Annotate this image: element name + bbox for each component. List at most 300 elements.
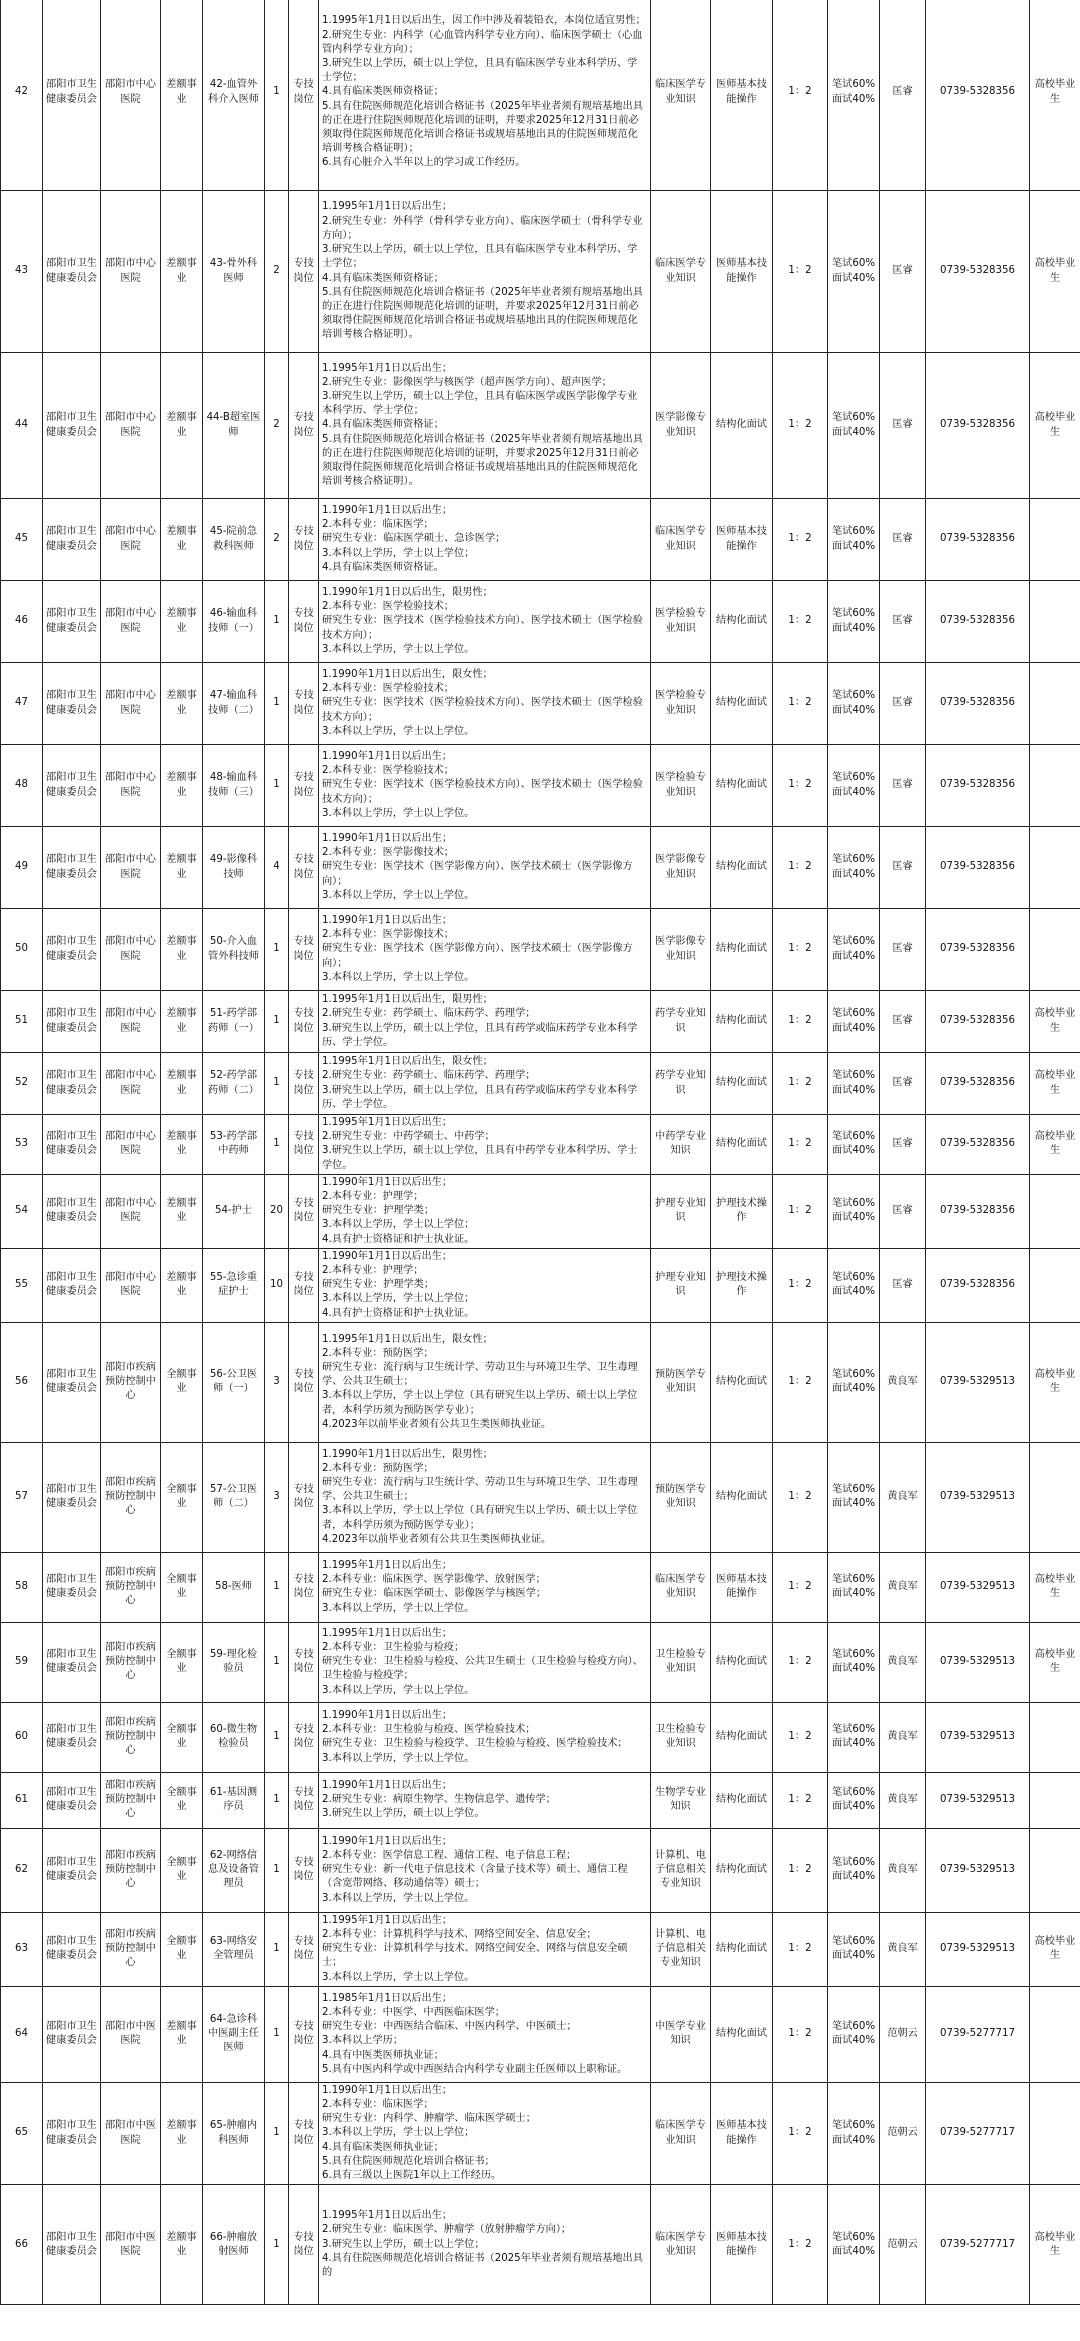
row-number-cell: 63 [1,1912,43,1986]
requirement-line: 1.1995年1月1日以后出生，限女性； [322,1056,493,1068]
headcount-cell: 1 [265,1912,289,1986]
requirement-line: 4.具有临床类医师资格证； [322,86,444,98]
table-row [1,1115,1080,1175]
score-weight-cell: 笔试60%面试40% [828,499,880,581]
ratio-cell: 1：2 [773,1552,828,1622]
requirement-line: 研究生专业：医学技术（医学影像方向）、医学技术硕士（医学影像方向）； [322,861,633,887]
requirement-line: 3.研究生以上学历，硕士以上学位，且具有中药学专业本科学历、学士学位。 [322,1145,638,1171]
requirement-line: 2.本科专业：中医学、中西医临床医学； [322,2006,505,2018]
phone-cell: 0739-5329513 [926,1828,1030,1912]
note-cell: 高校毕业生 [1030,1622,1080,1702]
interview-type-cell: 结构化面试 [711,581,773,663]
headcount-cell: 1 [265,1053,289,1115]
written-exam-cell: 卫生检验专业知识 [651,1622,711,1702]
table-row [1,827,1080,909]
requirement-line: 6.具有心脏介入半年以上的学习或工作经历。 [322,157,526,169]
written-exam-cell: 药学专业知识 [651,991,711,1053]
requirement-line: 研究生专业：卫生检验与检疫学、卫生检验与检疫、医学检验技术； [322,1738,628,1750]
phone-cell: 0739-5328356 [926,909,1030,991]
ratio-cell: 1：2 [773,353,828,499]
ratio-cell: 1：2 [773,499,828,581]
unit-nature-cell: 差额事业 [161,991,203,1053]
requirement-line: 1.1990年1月1日以后出生，限女性； [322,668,493,680]
table-row [1,0,1080,191]
table-row [1,1702,1080,1772]
headcount-cell: 1 [265,663,289,745]
table-row [1,663,1080,745]
interview-type-cell: 护理技术操作 [711,1248,773,1322]
post-name-cell: 45-院前急救科医师 [203,499,265,581]
ratio-cell: 1：2 [773,1828,828,1912]
interview-type-cell: 结构化面试 [711,1828,773,1912]
contact-person-cell: 匡睿 [880,663,926,745]
written-exam-cell: 中药学专业知识 [651,1115,711,1175]
requirement-line: 研究生专业：护理学类； [322,1205,435,1217]
post-type-cell: 专技岗位 [289,991,319,1053]
table-row [1,909,1080,991]
requirement-line: 1.1990年1月1日以后出生； [322,750,453,762]
requirement-line: 3.本科以上学历，学士以上学位。 [322,889,475,901]
interview-type-cell: 医师基本技能操作 [711,1552,773,1622]
unit-nature-cell: 全额事业 [161,1702,203,1772]
headcount-cell: 2 [265,353,289,499]
headcount-cell: 4 [265,827,289,909]
table-body [1,0,1080,2305]
post-type-cell: 专技岗位 [289,1912,319,1986]
requirements-cell [319,1622,651,1702]
note-cell: 高校毕业生 [1030,1115,1080,1175]
requirements-cell [319,1442,651,1552]
contact-person-cell: 匡睿 [880,0,926,191]
interview-type-cell: 结构化面试 [711,1322,773,1442]
note-cell [1030,745,1080,827]
ratio-cell: 1：2 [773,991,828,1053]
unit-nature-cell: 差额事业 [161,745,203,827]
phone-cell: 0739-5328356 [926,353,1030,499]
note-cell: 高校毕业生 [1030,191,1080,353]
requirements-cell [319,2082,651,2184]
table-row [1,1442,1080,1552]
post-name-cell: 63-网络安全管理员 [203,1912,265,1986]
interview-type-cell: 护理技术操作 [711,1174,773,1248]
post-name-cell: 44-B超室医师 [203,353,265,499]
written-exam-cell: 医学检验专业知识 [651,745,711,827]
unit-nature-cell: 差额事业 [161,909,203,991]
headcount-cell: 1 [265,1772,289,1828]
requirement-line: 2.研究生专业：外科学（骨科学专业方向）、临床医学硕士（骨科学专业方向）； [322,215,643,241]
requirements-cell [319,663,651,745]
requirement-line: 2.研究生专业：病原生物学、生物信息学、遗传学； [322,1794,556,1806]
requirement-line: 研究生专业：临床医学硕士、影像医学与核医学； [322,1588,547,1600]
post-name-cell: 57-公卫医师（二） [203,1442,265,1552]
post-name-cell: 65-肿瘤内科医师 [203,2082,265,2184]
post-type-cell: 专技岗位 [289,663,319,745]
requirement-line: 研究生专业：流行病与卫生统计学、劳动卫生与环境卫生学、卫生毒理学、公共卫生硕士； [322,1362,638,1388]
requirement-line: 1.1990年1月1日以后出生，限男性； [322,1448,493,1460]
row-number-cell: 56 [1,1322,43,1442]
row-number-cell: 47 [1,663,43,745]
post-name-cell: 52-药学部药师（二） [203,1053,265,1115]
score-weight-cell: 笔试60%面试40% [828,663,880,745]
requirement-line: 5.具有住院医师规范化培训合格证书； [322,2155,495,2167]
headcount-cell: 2 [265,191,289,353]
requirement-line: 2.研究生专业：内科学（心血管内科学专业方向）、临床医学硕士（心血管内科学专业方向）； [322,29,643,55]
post-type-cell: 专技岗位 [289,1053,319,1115]
post-name-cell: 46-输血科技师（一） [203,581,265,663]
requirement-line: 研究生专业：中西医结合临床、中医内科学、中医硕士； [322,2021,577,2033]
contact-person-cell: 匡睿 [880,745,926,827]
note-cell [1030,1772,1080,1828]
post-name-cell: 51-药学部药师（一） [203,991,265,1053]
department-cell: 邵阳市卫生健康委员会 [43,1248,101,1322]
ratio-cell: 1：2 [773,2082,828,2184]
requirement-line: 1.1995年1月1日以后出生； [322,1559,453,1571]
requirement-line: 2.本科专业：医学影像技术； [322,929,454,941]
contact-person-cell: 匡睿 [880,1248,926,1322]
note-cell [1030,499,1080,581]
unit-nature-cell: 差额事业 [161,2185,203,2305]
requirement-line: 1.1995年1月1日以后出生； [322,1627,453,1639]
employer-cell: 邵阳市疾病预防控制中心 [101,1322,161,1442]
written-exam-cell: 临床医学专业知识 [651,1552,711,1622]
interview-type-cell: 结构化面试 [711,663,773,745]
unit-nature-cell: 全额事业 [161,1772,203,1828]
phone-cell: 0739-5329513 [926,1442,1030,1552]
contact-person-cell: 黄良军 [880,1552,926,1622]
phone-cell: 0739-5329513 [926,1772,1030,1828]
written-exam-cell: 临床医学专业知识 [651,2082,711,2184]
written-exam-cell: 中医学专业知识 [651,1986,711,2082]
note-cell: 高校毕业生 [1030,0,1080,191]
post-type-cell: 专技岗位 [289,499,319,581]
requirement-line: 2.本科专业：临床医学、医学影像学、放射医学； [322,1574,546,1586]
score-weight-cell: 笔试60%面试40% [828,191,880,353]
row-number-cell: 51 [1,991,43,1053]
headcount-cell: 1 [265,1702,289,1772]
contact-person-cell: 范朝云 [880,2082,926,2184]
requirement-line: 1.1990年1月1日以后出生； [322,1835,453,1847]
requirements-cell [319,1322,651,1442]
score-weight-cell: 笔试60%面试40% [828,745,880,827]
phone-cell: 0739-5328356 [926,581,1030,663]
row-number-cell: 55 [1,1248,43,1322]
table-row [1,1828,1080,1912]
requirements-cell [319,1828,651,1912]
unit-nature-cell: 全额事业 [161,1912,203,1986]
ratio-cell: 1：2 [773,581,828,663]
contact-person-cell: 黄良军 [880,1322,926,1442]
written-exam-cell: 生物学专业知识 [651,1772,711,1828]
contact-person-cell: 黄良军 [880,1442,926,1552]
row-number-cell: 59 [1,1622,43,1702]
contact-person-cell: 匡睿 [880,499,926,581]
contact-person-cell: 范朝云 [880,1986,926,2082]
requirement-line: 1.1990年1月1日以后出生； [322,2084,453,2096]
unit-nature-cell: 差额事业 [161,2082,203,2184]
row-number-cell: 64 [1,1986,43,2082]
requirement-line: 3.研究生以上学历，硕士以上学位，且具有临床医学专业本科学历、学士学位； [322,57,638,84]
post-type-cell: 专技岗位 [289,1552,319,1622]
department-cell: 邵阳市卫生健康委员会 [43,909,101,991]
note-cell: 高校毕业生 [1030,1912,1080,1986]
employer-cell: 邵阳市疾病预防控制中心 [101,1622,161,1702]
interview-type-cell: 结构化面试 [711,745,773,827]
post-name-cell: 62-网络信息及设备管理员 [203,1828,265,1912]
requirement-line: 5.具有住院医师规范化培训合格证书（2025年毕业者须有规培基地出具的正在进行住院医师规范化培训的证明，并要求2025年12月31日前必须取得住院医师规范化培训合格证书或规培基地出具的住院医师规范化培训考核合格证明）。 [322,286,643,341]
unit-nature-cell: 差额事业 [161,1248,203,1322]
row-number-cell: 43 [1,191,43,353]
requirement-line: 1.1995年1月1日以后出生，限男性； [322,994,493,1006]
requirement-line: 2.本科专业：卫生检验与检疫、医学检验技术； [322,1724,536,1736]
requirement-line: 1.1995年1月1日以后出生； [322,201,453,213]
post-name-cell: 47-输血科技师（二） [203,663,265,745]
note-cell [1030,581,1080,663]
department-cell: 邵阳市卫生健康委员会 [43,1322,101,1442]
unit-nature-cell: 差额事业 [161,827,203,909]
requirement-line: 2.本科专业：护理学； [322,1191,424,1203]
requirement-line: 4.具有临床类医师执业证； [322,2141,444,2153]
requirements-cell [319,745,651,827]
requirements-cell [319,909,651,991]
table-row [1,1622,1080,1702]
requirement-line: 研究生专业：医学技术（医学检验技术方向）、医学技术硕士（医学检验技术方向）； [322,615,643,641]
post-name-cell: 58-医师 [203,1552,265,1622]
unit-nature-cell: 全额事业 [161,1442,203,1552]
requirement-line: 研究生专业：医学技术（医学影像方向）、医学技术硕士（医学影像方向）； [322,943,633,969]
requirements-cell [319,0,651,191]
row-number-cell: 50 [1,909,43,991]
interview-type-cell: 结构化面试 [711,1772,773,1828]
post-type-cell: 专技岗位 [289,745,319,827]
table-row [1,1053,1080,1115]
requirement-line: 研究生专业：流行病与卫生统计学、劳动卫生与环境卫生学、卫生毒理学、公共卫生硕士； [322,1477,638,1503]
headcount-cell: 1 [265,581,289,663]
requirement-line: 2.本科专业：医学检验技术； [322,683,454,695]
requirement-line: 3.本科以上学历，学士以上学位； [322,1219,475,1231]
written-exam-cell: 医学检验专业知识 [651,663,711,745]
note-cell [1030,1442,1080,1552]
post-name-cell: 55-急诊重症护士 [203,1248,265,1322]
employer-cell: 邵阳市中心医院 [101,581,161,663]
score-weight-cell: 笔试60%面试40% [828,2185,880,2305]
requirement-line: 3.研究生以上学历，硕士以上学位，且具有药学或临床药学专业本科学历、学士学位。 [322,1084,638,1110]
requirement-line: 2.本科专业：预防医学； [322,1462,434,1474]
post-name-cell: 64-急诊科中医副主任医师 [203,1986,265,2082]
requirements-cell [319,1912,651,1986]
unit-nature-cell: 差额事业 [161,1115,203,1175]
phone-cell: 0739-5329513 [926,1552,1030,1622]
row-number-cell: 48 [1,745,43,827]
requirement-line: 3.本科以上学历，学士以上学位。 [322,1892,475,1904]
written-exam-cell: 卫生检验专业知识 [651,1702,711,1772]
phone-cell: 0739-5328356 [926,827,1030,909]
post-type-cell: 专技岗位 [289,1322,319,1442]
requirement-line: 4.具有住院医师规范化培训合格证书（2025年毕业者须有规培基地出具的 [322,2252,643,2279]
ratio-cell: 1：2 [773,1772,828,1828]
post-type-cell: 专技岗位 [289,909,319,991]
post-type-cell: 专技岗位 [289,1986,319,2082]
post-name-cell: 43-骨外科医师 [203,191,265,353]
employer-cell: 邵阳市中心医院 [101,909,161,991]
row-number-cell: 52 [1,1053,43,1115]
table-row [1,1552,1080,1622]
requirement-line: 1.1990年1月1日以后出生； [322,504,453,516]
department-cell: 邵阳市卫生健康委员会 [43,1912,101,1986]
department-cell: 邵阳市卫生健康委员会 [43,1772,101,1828]
requirement-line: 3.本科以上学历，学士以上学位。 [322,1602,475,1614]
phone-cell: 0739-5328356 [926,991,1030,1053]
unit-nature-cell: 差额事业 [161,663,203,745]
requirement-line: 5.具有住院医师规范化培训合格证书（2025年毕业者须有规培基地出具的正在进行住院医师规范化培训的证明，并要求2025年12月31日前必须取得住院医师规范化培训合格证书或规培基地出具的住院医师规范化培训考核合格证明）。 [322,433,643,488]
requirement-line: 4.具有临床类医师资格证。 [322,561,444,573]
employer-cell: 邵阳市中心医院 [101,1053,161,1115]
post-name-cell: 59-理化检验员 [203,1622,265,1702]
note-cell [1030,1174,1080,1248]
department-cell: 邵阳市卫生健康委员会 [43,191,101,353]
ratio-cell: 1：2 [773,745,828,827]
phone-cell: 0739-5329513 [926,1622,1030,1702]
requirement-line: 3.本科以上学历，学士以上学位。 [322,1684,475,1696]
requirement-line: 3.本科以上学历，学士以上学位。 [322,725,475,737]
requirement-line: 研究生专业：卫生检验与检疫、公共卫生硕士（卫生检验与检疫方向）、卫生检验与检疫学； [322,1656,643,1682]
note-cell: 高校毕业生 [1030,353,1080,499]
written-exam-cell: 医学影像专业知识 [651,353,711,499]
phone-cell: 0739-5328356 [926,1174,1030,1248]
table-row [1,1322,1080,1442]
post-name-cell: 56-公卫医师（一） [203,1322,265,1442]
headcount-cell: 1 [265,991,289,1053]
table-row [1,1248,1080,1322]
post-name-cell: 60-微生物检验员 [203,1702,265,1772]
requirement-line: 3.研究生以上学历，硕士以上学位。 [322,1808,485,1820]
contact-person-cell: 黄良军 [880,1772,926,1828]
requirement-line: 1.1995年1月1日以后出生，因工作中涉及着装铅衣，本岗位适宜男性； [322,15,646,27]
score-weight-cell: 笔试60%面试40% [828,0,880,191]
row-number-cell: 46 [1,581,43,663]
ratio-cell: 1：2 [773,1622,828,1702]
contact-person-cell: 黄良军 [880,1622,926,1702]
interview-type-cell: 医师基本技能操作 [711,499,773,581]
requirement-line: 4.具有临床类医师资格证； [322,419,444,431]
requirement-line: 2.研究生专业：临床医学、肿瘤学（放射肿瘤学方向）； [322,2224,572,2236]
score-weight-cell: 笔试60%面试40% [828,2082,880,2184]
headcount-cell: 1 [265,909,289,991]
requirement-line: 3.本科以上学历，学士以上学位。 [322,807,475,819]
requirement-line: 2.本科专业：卫生检验与检疫； [322,1642,465,1654]
contact-person-cell: 匡睿 [880,827,926,909]
row-number-cell: 66 [1,2185,43,2305]
table-row [1,1772,1080,1828]
employer-cell: 邵阳市中医医院 [101,2185,161,2305]
ratio-cell: 1：2 [773,2185,828,2305]
score-weight-cell: 笔试60%面试40% [828,1053,880,1115]
row-number-cell: 54 [1,1174,43,1248]
unit-nature-cell: 全额事业 [161,1552,203,1622]
row-number-cell: 42 [1,0,43,191]
unit-nature-cell: 全额事业 [161,1322,203,1442]
requirement-line: 2.本科专业：医学检验技术； [322,601,454,613]
score-weight-cell: 笔试60%面试40% [828,581,880,663]
written-exam-cell: 计算机、电子信息相关专业知识 [651,1828,711,1912]
interview-type-cell: 结构化面试 [711,1053,773,1115]
requirement-line: 2.研究生专业：药学硕士、临床药学、药理学； [322,1008,536,1020]
department-cell: 邵阳市卫生健康委员会 [43,1702,101,1772]
headcount-cell: 1 [265,1622,289,1702]
row-number-cell: 57 [1,1442,43,1552]
requirement-line: 研究生专业：临床医学硕士、急诊医学； [322,533,506,545]
requirement-line: 3.本科以上学历，学士以上学位； [322,1293,475,1305]
headcount-cell: 1 [265,1828,289,1912]
phone-cell: 0739-5328356 [926,191,1030,353]
score-weight-cell: 笔试60%面试40% [828,1986,880,2082]
row-number-cell: 53 [1,1115,43,1175]
written-exam-cell: 药学专业知识 [651,1053,711,1115]
requirement-line: 2.本科专业：医学检验技术； [322,765,454,777]
requirements-cell [319,581,651,663]
unit-nature-cell: 差额事业 [161,499,203,581]
employer-cell: 邵阳市中心医院 [101,663,161,745]
unit-nature-cell: 差额事业 [161,353,203,499]
requirement-line: 1.1995年1月1日以后出生，限女性； [322,1333,493,1345]
note-cell [1030,1986,1080,2082]
employer-cell: 邵阳市疾病预防控制中心 [101,1912,161,1986]
contact-person-cell: 匡睿 [880,909,926,991]
contact-person-cell: 黄良军 [880,1828,926,1912]
table-row [1,1986,1080,2082]
requirement-line: 1.1985年1月1日以后出生； [322,1992,453,2004]
row-number-cell: 60 [1,1702,43,1772]
note-cell [1030,1702,1080,1772]
employer-cell: 邵阳市中医医院 [101,1986,161,2082]
written-exam-cell: 医学检验专业知识 [651,581,711,663]
requirement-line: 3.本科以上学历，学士以上学位； [322,547,475,559]
written-exam-cell: 护理专业知识 [651,1248,711,1322]
requirement-line: 2.本科专业：医学影像技术； [322,847,454,859]
requirement-line: 3.本科以上学历； [322,2035,404,2047]
post-type-cell: 专技岗位 [289,827,319,909]
ratio-cell: 1：2 [773,1702,828,1772]
employer-cell: 邵阳市疾病预防控制中心 [101,1442,161,1552]
phone-cell: 0739-5328356 [926,0,1030,191]
row-number-cell: 49 [1,827,43,909]
score-weight-cell: 笔试60%面试40% [828,1174,880,1248]
requirements-cell [319,1053,651,1115]
requirement-line: 2.研究生专业：影像医学与核医学（超声医学方向）、超声医学； [322,376,612,388]
note-cell: 高校毕业生 [1030,1322,1080,1442]
department-cell: 邵阳市卫生健康委员会 [43,2082,101,2184]
headcount-cell: 1 [265,1115,289,1175]
employer-cell: 邵阳市中心医院 [101,353,161,499]
contact-person-cell: 匡睿 [880,1115,926,1175]
table-row [1,191,1080,353]
headcount-cell: 2 [265,499,289,581]
row-number-cell: 65 [1,2082,43,2184]
interview-type-cell: 医师基本技能操作 [711,2082,773,2184]
employer-cell: 邵阳市中医医院 [101,2082,161,2184]
note-cell [1030,827,1080,909]
requirement-line: 3.研究生以上学历，硕士以上学位； [322,2238,485,2250]
phone-cell: 0739-5328356 [926,745,1030,827]
requirement-line: 3.本科以上学历，学士以上学位（具有研究生以上学历、硕士以上学位者，本科学历须为预防医学专业）； [322,1390,638,1416]
requirement-line: 3.本科以上学历，学士以上学位。 [322,1971,475,1983]
requirement-line: 2.本科专业：预防医学； [322,1347,434,1359]
interview-type-cell: 结构化面试 [711,827,773,909]
department-cell: 邵阳市卫生健康委员会 [43,1552,101,1622]
score-weight-cell: 笔试60%面试40% [828,909,880,991]
requirements-cell [319,1248,651,1322]
employer-cell: 邵阳市中心医院 [101,827,161,909]
interview-type-cell: 结构化面试 [711,1622,773,1702]
